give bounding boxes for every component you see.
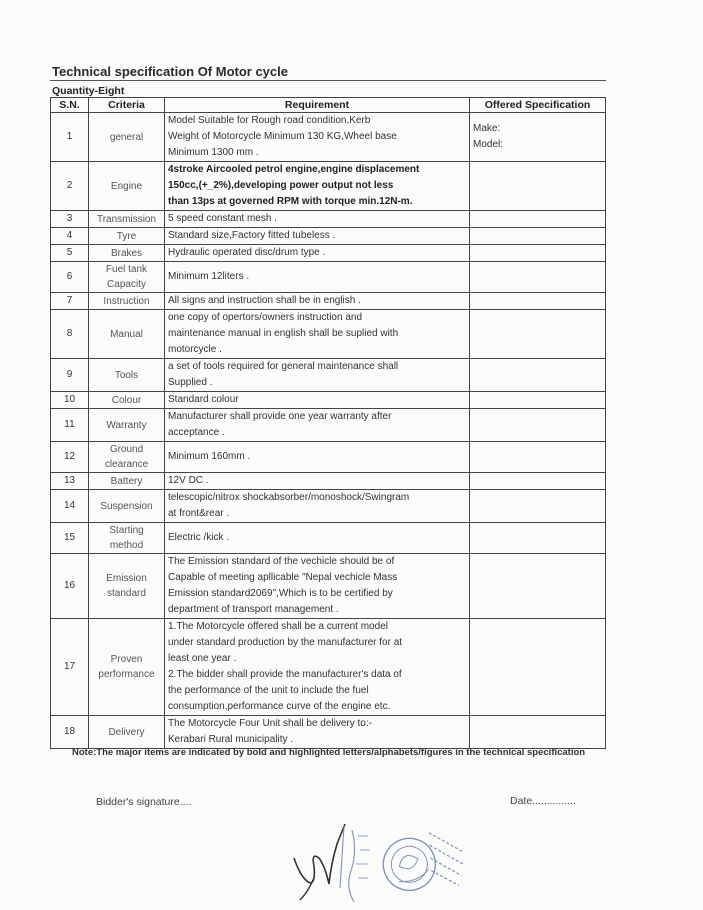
criteria-line: Suspension [100, 500, 153, 512]
requirement-line: Hydraulic operated disc/drum type . [168, 247, 326, 258]
row-sn: 11 [51, 409, 89, 442]
criteria-line: standard [107, 588, 146, 599]
row-offered-specification[interactable] [470, 162, 606, 211]
row-sn: 14 [51, 490, 89, 523]
row-requirement [165, 523, 470, 554]
requirement-line: Standard size,Factory fitted tubeless . [168, 230, 336, 241]
row-criteria [89, 162, 165, 211]
row-offered-specification[interactable] [470, 293, 606, 310]
table-row [51, 523, 606, 554]
row-offered-specification[interactable] [470, 113, 606, 162]
header-offered-specification: Offered Specification [470, 98, 606, 113]
row-sn: 17 [51, 619, 89, 716]
note-text: Note:The major items are indicated by bold and highlighted letters/alphabets/figures in the technical specification [72, 747, 586, 758]
row-requirement [165, 442, 470, 473]
row-criteria [89, 245, 165, 262]
requirement-line: under standard production by the manufacturer for at [168, 637, 403, 648]
criteria-line: Warranty [106, 419, 147, 431]
table-row [51, 359, 606, 392]
row-offered-specification[interactable] [470, 619, 606, 716]
row-criteria [89, 442, 165, 473]
requirement-line: acceptance . [168, 427, 225, 438]
requirement-line: motorcycle . [168, 344, 222, 355]
row-requirement [165, 211, 470, 228]
table-row [51, 619, 606, 716]
row-requirement [165, 310, 470, 359]
requirement-line: Emission standard2069",Which is to be certified by [168, 588, 393, 599]
requirement-line: department of transport management . [168, 604, 339, 615]
criteria-line: Tools [114, 369, 139, 381]
requirement-line: Manufacturer shall provide one year warranty after [168, 411, 392, 422]
bidder-signature-label: Bidder's signature.... [96, 796, 192, 808]
row-criteria [89, 359, 165, 392]
requirement-line: the performance of the unit to include the fuel [168, 685, 369, 696]
row-sn: 3 [51, 211, 89, 228]
header-criteria: Criteria [89, 98, 165, 113]
table-row [51, 113, 606, 162]
requirement-line: The Motorcycle Four Unit shall be delivery to:- [168, 718, 372, 729]
requirement-line: Minimum 1300 mm . [168, 147, 259, 158]
row-requirement [165, 359, 470, 392]
requirement-line: The Emission standard of the vechicle should be of [168, 556, 395, 567]
criteria-line: Fuel tank [105, 264, 148, 275]
row-sn: 18 [51, 716, 89, 749]
row-offered-specification[interactable] [470, 211, 606, 228]
offered-field-label: Make: [473, 123, 501, 134]
row-requirement [165, 554, 470, 619]
row-requirement [165, 293, 470, 310]
row-offered-specification[interactable] [470, 490, 606, 523]
table-row [51, 211, 606, 228]
criteria-line: Starting [109, 525, 144, 536]
row-offered-specification[interactable] [470, 473, 606, 490]
requirement-line: least one year . [168, 653, 237, 664]
table-row [51, 716, 606, 749]
criteria-line: Manual [110, 328, 143, 340]
table-header-row [51, 98, 606, 113]
row-criteria [89, 113, 165, 162]
header-requirement: Requirement [165, 98, 470, 113]
row-criteria [89, 554, 165, 619]
row-sn: 2 [51, 162, 89, 211]
row-sn: 7 [51, 293, 89, 310]
requirement-line: Minimum 160mm . [168, 451, 251, 462]
official-seal-stamp [372, 826, 482, 910]
requirement-line: 150cc,(+_2%),developing power output not less [168, 180, 394, 191]
row-requirement [165, 245, 470, 262]
criteria-line: Battery [110, 475, 143, 487]
row-requirement [165, 473, 470, 490]
requirement-line: 12V DC . [168, 475, 209, 486]
row-offered-specification[interactable] [470, 442, 606, 473]
table-row [51, 293, 606, 310]
specification-table [50, 97, 606, 749]
row-requirement [165, 409, 470, 442]
criteria-line: Brakes [110, 247, 143, 259]
table-row [51, 473, 606, 490]
requirement-line: Kerabari Rural municipality . [168, 734, 294, 745]
requirement-line: Capable of meeting apllicable "Nepal vechicle Mass [168, 572, 398, 583]
requirement-line: 2.The bidder shall provide the manufacturer's data of [168, 669, 402, 680]
criteria-line: clearance [104, 459, 149, 470]
row-sn: 12 [51, 442, 89, 473]
row-offered-specification[interactable] [470, 523, 606, 554]
row-requirement [165, 262, 470, 293]
criteria-line: Colour [111, 394, 142, 406]
criteria-line: performance [98, 669, 155, 680]
requirement-line: Model Suitable for Rough road condition,Kerb [168, 115, 371, 126]
row-criteria [89, 409, 165, 442]
requirement-line: maintenance manual in english shall be suplied with [168, 328, 399, 339]
criteria-line: Tyre [116, 230, 137, 242]
row-requirement [165, 228, 470, 245]
row-requirement [165, 619, 470, 716]
table-row [51, 262, 606, 293]
row-offered-specification[interactable] [470, 310, 606, 359]
row-sn: 15 [51, 523, 89, 554]
row-sn: 4 [51, 228, 89, 245]
requirement-line: 4stroke Aircooled petrol engine,engine displacement [168, 164, 420, 175]
requirement-line: 5 speed constant mesh . [168, 213, 277, 224]
row-criteria [89, 392, 165, 409]
criteria-line: Engine [110, 180, 143, 192]
requirement-line: Electric /kick . [168, 532, 230, 543]
requirement-line: at front&rear . [168, 508, 230, 519]
row-sn: 13 [51, 473, 89, 490]
requirement-line: than 13ps at governed RPM with torque min.12N-m. [168, 196, 413, 207]
row-offered-specification[interactable] [470, 716, 606, 749]
row-criteria [89, 293, 165, 310]
table-row [51, 442, 606, 473]
requirement-line: consumption,performance curve of the engine etc. [168, 701, 391, 712]
header-sn: S.N. [51, 98, 89, 113]
row-sn: 9 [51, 359, 89, 392]
row-offered-specification[interactable] [470, 409, 606, 442]
table-row [51, 392, 606, 409]
criteria-line: Instruction [103, 295, 150, 307]
quantity-label: Quantity-Eight [52, 85, 125, 97]
requirement-line: telescopic/nitrox shockabsorber/monoshock/Swingram [168, 492, 410, 503]
table-row [51, 310, 606, 359]
criteria-line: method [109, 540, 144, 551]
page-title: Technical specification Of Motor cycle [52, 64, 288, 79]
row-requirement [165, 162, 470, 211]
table-row [51, 162, 606, 211]
requirement-line: Minimum 12liters . [168, 271, 250, 282]
criteria-line: Delivery [108, 726, 145, 738]
row-sn: 5 [51, 245, 89, 262]
table-row [51, 228, 606, 245]
criteria-line: general [109, 131, 144, 143]
criteria-line: Proven [110, 654, 143, 665]
row-offered-specification[interactable] [470, 392, 606, 409]
offered-field-label: Model: [473, 139, 504, 150]
criteria-line: Capacity [107, 279, 146, 290]
criteria-line: Ground [109, 444, 144, 455]
requirement-line: 1.The Motorcycle offered shall be a current model [168, 621, 388, 632]
row-requirement [165, 490, 470, 523]
criteria-line: Emission [106, 573, 147, 584]
date-label: Date............... [510, 795, 576, 807]
requirement-line: Weight of Motorcycle Minimum 130 KG,Wheel base [168, 131, 397, 142]
row-criteria [89, 490, 165, 523]
row-offered-specification[interactable] [470, 554, 606, 619]
requirement-line: Standard colour [168, 394, 239, 405]
handwritten-signature [286, 820, 376, 908]
criteria-line: Transmission [96, 213, 157, 225]
requirement-line: All signs and instruction shall be in english . [168, 295, 361, 306]
row-sn: 6 [51, 262, 89, 293]
row-offered-specification[interactable] [470, 245, 606, 262]
row-criteria [89, 211, 165, 228]
requirement-line: Supplied . [168, 377, 213, 388]
row-criteria [89, 310, 165, 359]
table-row [51, 490, 606, 523]
row-offered-specification[interactable] [470, 228, 606, 245]
table-row [51, 409, 606, 442]
row-criteria [89, 716, 165, 749]
row-sn: 16 [51, 554, 89, 619]
row-offered-specification[interactable] [470, 262, 606, 293]
title-underline [50, 80, 606, 81]
row-criteria [89, 228, 165, 245]
row-criteria [89, 262, 165, 293]
table-row [51, 554, 606, 619]
row-criteria [89, 473, 165, 490]
requirement-line: a set of tools required for general maintenance shall [168, 361, 399, 372]
row-requirement [165, 113, 470, 162]
row-sn: 10 [51, 392, 89, 409]
row-sn: 1 [51, 113, 89, 162]
row-criteria [89, 523, 165, 554]
table-row [51, 245, 606, 262]
row-sn: 8 [51, 310, 89, 359]
requirement-line: one copy of opertors/owners instruction and [168, 312, 362, 323]
row-requirement [165, 392, 470, 409]
row-requirement [165, 716, 470, 749]
row-offered-specification[interactable] [470, 359, 606, 392]
row-criteria [89, 619, 165, 716]
